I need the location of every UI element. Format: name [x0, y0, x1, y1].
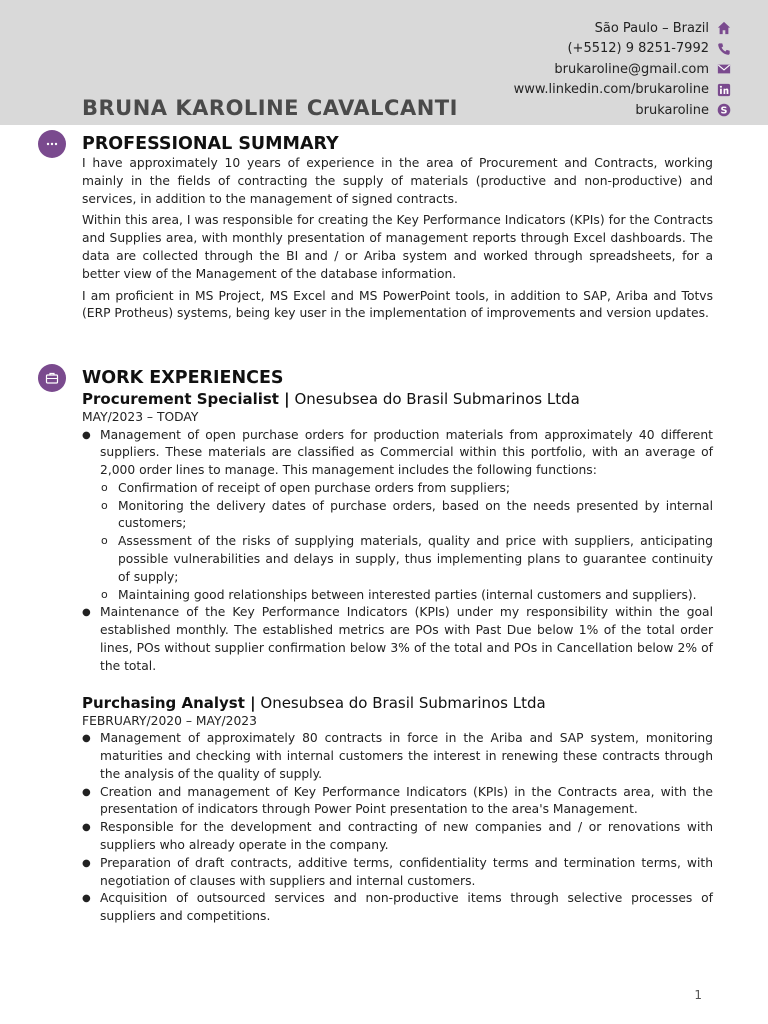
job-role: Purchasing Analyst | — [82, 693, 256, 712]
candidate-name: BRUNA KAROLINE CAVALCANTI — [82, 96, 458, 120]
contact-phone[interactable]: (+5512) 9 8251-7992 — [514, 39, 732, 60]
job-title — [82, 693, 713, 713]
bullet-item: ● Management of approximately 80 contracts in force in the Ariba and SAP system, monitoring maturities and checking with internal customers the interest in renewing these contracts through the analysis of the quality of supply. — [82, 730, 713, 783]
svg-text:S: S — [720, 105, 728, 117]
phone-icon — [716, 41, 732, 57]
job-entry — [82, 693, 713, 926]
sub-bullet-item: o Monitoring the delivery dates of purchase orders, based on the needs presented by internal customers; — [100, 498, 713, 534]
job-bullets — [82, 730, 713, 926]
email-icon — [716, 61, 732, 77]
summary-section — [82, 133, 713, 327]
sub-bullet-item: o Assessment of the risks of supplying materials, quality and price with suppliers, anticipating possible vulnerabilities and delays in supply, thus implementing plans to guarantee continuity of supply; — [100, 533, 713, 586]
contact-list — [514, 18, 732, 121]
linkedin-icon — [716, 82, 732, 98]
job-company: Onesubsea do Brasil Submarinos Ltda — [260, 693, 546, 712]
contact-linkedin[interactable]: www.linkedin.com/brukaroline — [514, 80, 732, 101]
sub-bullet-item: o Maintaining good relationships between interested parties (internal customers and suppliers). — [100, 587, 713, 605]
ellipsis-icon — [38, 130, 66, 158]
job-role: Procurement Specialist | — [82, 390, 290, 408]
bullet-item: ● Acquisition of outsourced services and non-productive items through selective processes of suppliers and competitions. — [82, 890, 713, 926]
summary-paragraph: I have approximately 10 years of experience in the area of Procurement and Contracts, working mainly in the fields of contracting the supply of materials (productive and non-productive) and services, in addition to the management of signed contracts. — [82, 156, 713, 206]
contact-skype: brukaroline S — [514, 100, 732, 121]
sub-bullets — [100, 480, 713, 605]
contact-email[interactable]: brukaroline@gmail.com — [514, 59, 732, 80]
bullet-item: ● Responsible for the development and contracting of new companies and / or renovations with suppliers who already operate in the company. — [82, 819, 713, 855]
header-band — [0, 0, 768, 125]
bullet-item: ● Maintenance of the Key Performance Indicators (KPIs) under my responsibility within the goal established monthly. The established metrics are POs with Past Due below 1% of the total order lines, POs without supplier confirmation below 3% of the total and POs in Cancellation below 2% of the total. — [82, 604, 713, 675]
bullet-item: ● Creation and management of Key Performance Indicators (KPIs) in the Contracts area, with the presentation of indicators through Power Point presentation to the area's Management. — [82, 784, 713, 820]
job-entry — [82, 389, 713, 676]
sub-bullet-item: o Confirmation of receipt of open purchase orders from suppliers; — [100, 480, 713, 498]
briefcase-icon — [38, 364, 66, 392]
work-section — [82, 367, 713, 926]
section-title-work: WORK EXPERIENCES — [82, 368, 284, 388]
summary-paragraph: Within this area, I was responsible for creating the Key Performance Indicators (KPIs) for the Contracts and Supplies area, with monthly presentation of management reports through Excel dashboards. The data are collected through the BI and / or Ariba system and worked through spreadsheets, for a better view of the Management of the database information. — [82, 213, 713, 281]
summary-paragraph: I am proficient in MS Project, MS Excel and MS PowerPoint tools, in addition to SAP, Ariba and Totvs (ERP Protheus) systems, being key user in the implementation of improvements and version updates. — [82, 288, 713, 321]
job-bullets — [82, 427, 713, 676]
job-dates: FEBRUARY/2020 – MAY/2023 — [82, 713, 257, 728]
job-dates: MAY/2023 – TODAY — [82, 410, 199, 424]
contact-location: São Paulo – Brazil — [514, 18, 732, 39]
bullet-item: ● Preparation of draft contracts, additive terms, confidentiality terms and termination terms, with negotiation of clauses with suppliers and internal customers. — [82, 855, 713, 891]
job-company: Onesubsea do Brasil Submarinos Ltda — [294, 390, 580, 408]
home-icon — [716, 20, 732, 36]
section-title-summary: PROFESSIONAL SUMMARY — [82, 134, 339, 154]
skype-icon — [716, 102, 732, 118]
page-number: 1 — [694, 988, 702, 1002]
job-title — [82, 389, 713, 409]
bullet-item: ● Management of open purchase orders for production materials from approximately 40 different suppliers. These materials are classified as Commercial within this portfolio, with an average of 2,000 order lines to manage. This management includes the following functions: o Confirmation of receipt of open purchase orders from suppliers; o Monitoring the delivery dates of purchase orders, based on the needs presented by internal customers; o Assessment of the risks of supplying materials, quality and price with suppliers, anticipating possible vulnerabilities and delays in supply, thus implementing plans to guarantee continuity of supply; o Maintaining good relationships between interested parties (internal customers and suppliers). — [82, 427, 713, 605]
